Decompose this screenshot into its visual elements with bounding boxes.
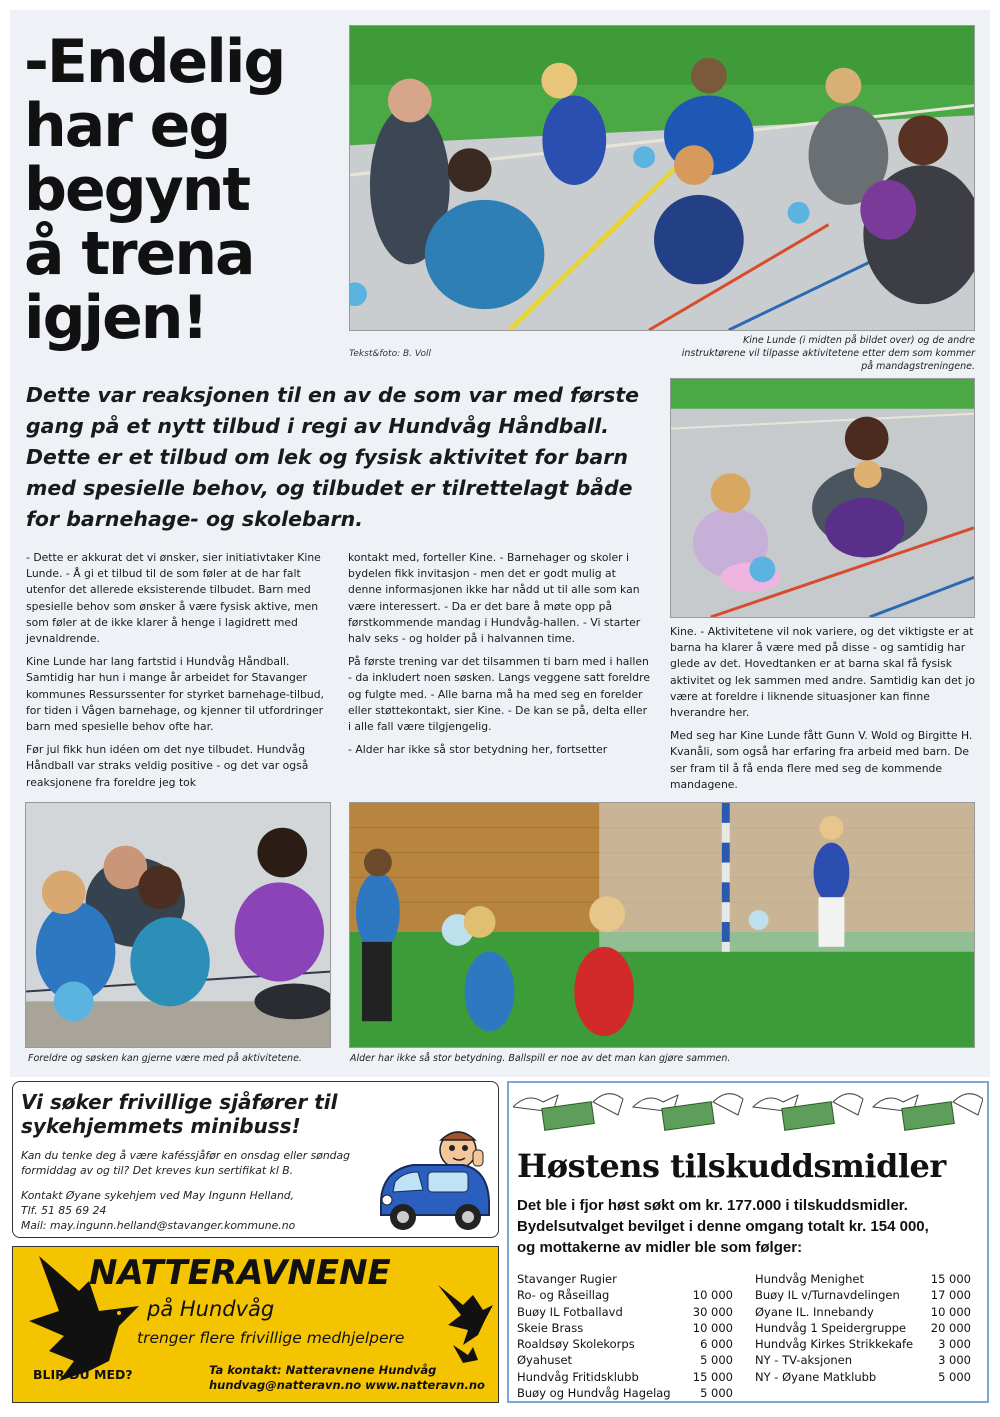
list-item: Hundvåg 1 Speidergruppe 20 000: [755, 1320, 971, 1335]
article-column-1: [26, 550, 331, 798]
photo-group-sitting: [349, 25, 975, 331]
list-item: Øyane IL. Innebandy 10 000: [755, 1304, 971, 1319]
list-item: Buøy og Hundvåg Hagelag 5 000: [517, 1386, 733, 1401]
photo-caption: Kine Lunde (i midten på bildet over) og de andre instruktørene vil tilpasse aktivitetene etter dem som kommer på mandagstreningene.: [681, 335, 975, 372]
list-item: Hundvåg Fritidsklubb 15 000: [517, 1369, 733, 1384]
ad-subtitle: på Hundvåg: [147, 1297, 275, 1321]
paragraph: Kine. - Aktivitetene vil nok variere, og det viktigste er at barna ha klarer å være med på disse - og samtidig har glede av det. Hovedtanken er at barna skal få fysisk aktivitet og lek sammen med andre. Samtidig kan det jo være at foreldre i liknende situasjoner kan finne hverandre her.: [670, 625, 975, 720]
ad-intro: [517, 1195, 987, 1258]
intro-line: og mottakerne av midler ble som følger:: [517, 1239, 803, 1256]
ad-title: [21, 1090, 401, 1138]
list-item: Ro- og Råseillag 10 000: [517, 1288, 733, 1303]
headline-line: begynt: [24, 155, 250, 225]
contact-line: Ta kontakt: Natteravnene Hundvåg: [209, 1363, 437, 1377]
paragraph: - Alder har ikke så stor betydning her, fortsetter: [348, 743, 608, 757]
list-item: NY - Øyane Matklubb 5 000: [755, 1369, 971, 1384]
intro-line: Det ble i fjor høst søkt om kr. 177.000 i tilskuddsmidler.: [517, 1197, 908, 1214]
contact-line: Mail: may.ingunn.helland@stavanger.kommune.no: [21, 1219, 296, 1232]
grants-list-left: [517, 1271, 733, 1401]
photo-mother-child: [670, 378, 975, 618]
list-item: Hundvåg Menighet 15 000: [755, 1272, 971, 1286]
byline: Tekst&foto: B. Voll: [349, 349, 432, 359]
ad-text: [21, 1148, 401, 1178]
paragraph: kontakt med, forteller Kine. - Barnehager og skoler i bydelen fikk invitasjon - men det er godt mulig at denne informasjonen ikke har nådd ut til alle som kan være interessert. - Da er det bare å møte opp på førstkommende mandag i Hundvåg-hallen. - Vi starter halv seks - og holder på i halvannen time.: [348, 551, 641, 646]
photo-caption: Foreldre og søsken kan gjerne være med på aktivitetene.: [28, 1053, 302, 1064]
grants-list-right: [755, 1271, 971, 1385]
list-item: Buøy IL Fotballavd 30 000: [517, 1304, 733, 1319]
ad-contact: [21, 1188, 401, 1233]
contact-line: Tlf. 51 85 69 24: [21, 1204, 107, 1217]
paragraph: Før jul fikk hun idéen om det nye tilbudet. Hundvåg Håndball var straks veldig positive - og det var også reaksjonene fra foreldre jeg tok: [26, 743, 309, 789]
paragraph: På første trening var det tilsammen ti barn med i hallen - da inkludert noen søsken. Langs veggene satt foreldre og fulgte med. - Alle barna må ha med seg en forelder eller støttekontakt, sier Kine. - De kan se på, delta eller i alle fall være tilgjengelig.: [348, 655, 650, 734]
ad-title: NATTERAVNENE: [89, 1253, 391, 1293]
article-headline: [24, 27, 344, 353]
headline-line: har eg: [24, 91, 230, 161]
ad-title-line: Vi søker frivillige sjåfører til: [21, 1090, 338, 1114]
ad-grants: [507, 1081, 989, 1403]
contact-line: Kontakt Øyane sykehjem ved May Ingunn Helland,: [21, 1189, 295, 1202]
list-item: Hundvåg Kirkes Strikkekafe 3 000: [755, 1337, 971, 1352]
intro-line: Bydelsutvalget bevilget i denne omgang totalt kr. 154 000,: [517, 1218, 929, 1235]
photo-ball-play: [349, 802, 975, 1048]
article-column-2: [348, 550, 653, 765]
ad-badge: BLIR DU MED?: [33, 1367, 133, 1382]
ad-title-line: sykehjemmets minibuss!: [21, 1114, 301, 1138]
article-lead: Dette var reaksjonen til en av de som var med første gang på et nytt tilbud i regi av Hundvåg Håndball. Dette er et tilbud om lek og fysisk aktivitet for barn med spesielle behov, og tilbudet er tilrettelagt både for barnehage- og skolebarn.: [26, 383, 640, 531]
ad-natteravnene: [12, 1246, 499, 1403]
flying-money-icon: [513, 1087, 983, 1147]
ad-title: Høstens tilskuddsmidler: [517, 1147, 946, 1185]
ad-volunteer-drivers: [12, 1081, 499, 1238]
small-raven-icon: [433, 1275, 499, 1365]
photo-children-floor: [25, 802, 331, 1048]
headline-line: -Endelig: [24, 27, 285, 97]
ad-contact: [209, 1363, 485, 1393]
paragraph: Med seg har Kine Lunde fått Gunn V. Wold og Birgitte H. Kvanåli, som også har erfaring fra arbeid med barn. De ser fram til å få enda flere med seg de kommende mandagene.: [670, 729, 973, 791]
list-item: Stavanger Rugier: [517, 1272, 617, 1286]
list-item: Roaldsøy Skolekorps 6 000: [517, 1337, 733, 1352]
paragraph: Kine Lunde har lang fartstid i Hundvåg Håndball. Samtidig har hun i mange år arbeidet for Stavanger kommunes Ressurssenter for styrket barnehage-tilbud, for tiden i Vågen barnehage, og kjenner til utfordringer barn med spesielle behov ofte har.: [26, 655, 324, 734]
contact-line: hundvag@natteravn.no www.natteravn.no: [209, 1378, 485, 1392]
headline-line: å trena: [24, 219, 254, 289]
paragraph: - Dette er akkurat det vi ønsker, sier initiativtaker Kine Lunde. - Å gi et tilbud til de som føler at de har falt utenfor det allerede eksisterende tilbudet. Barn med spesielle behov som ønsker å være fysisk aktive, men som føler at de ikke klarer å henge i lagidrett med jevnaldrende.: [26, 551, 321, 646]
headline-line: igjen!: [24, 283, 207, 353]
list-item: Øyahuset 5 000: [517, 1353, 733, 1368]
ad-text-line: Kan du tenke deg å være kaféssjåfør en onsdag eller søndag: [21, 1149, 350, 1162]
article-column-3: [670, 624, 975, 800]
list-item: Skeie Brass 10 000: [517, 1320, 733, 1335]
list-item: NY - TV-aksjonen 3 000: [755, 1353, 971, 1368]
ad-text-line: formiddag av og til? Det kreves kun sertifikat kl B.: [21, 1164, 294, 1177]
car-cartoon-icon: [373, 1120, 495, 1236]
ad-call: trenger flere frivillige medhjelpere: [137, 1329, 405, 1347]
list-item: Buøy IL v/Turnavdelingen 17 000: [755, 1288, 971, 1303]
photo-caption: Alder har ikke så stor betydning. Ballspill er noe av det man kan gjøre sammen.: [350, 1053, 731, 1064]
